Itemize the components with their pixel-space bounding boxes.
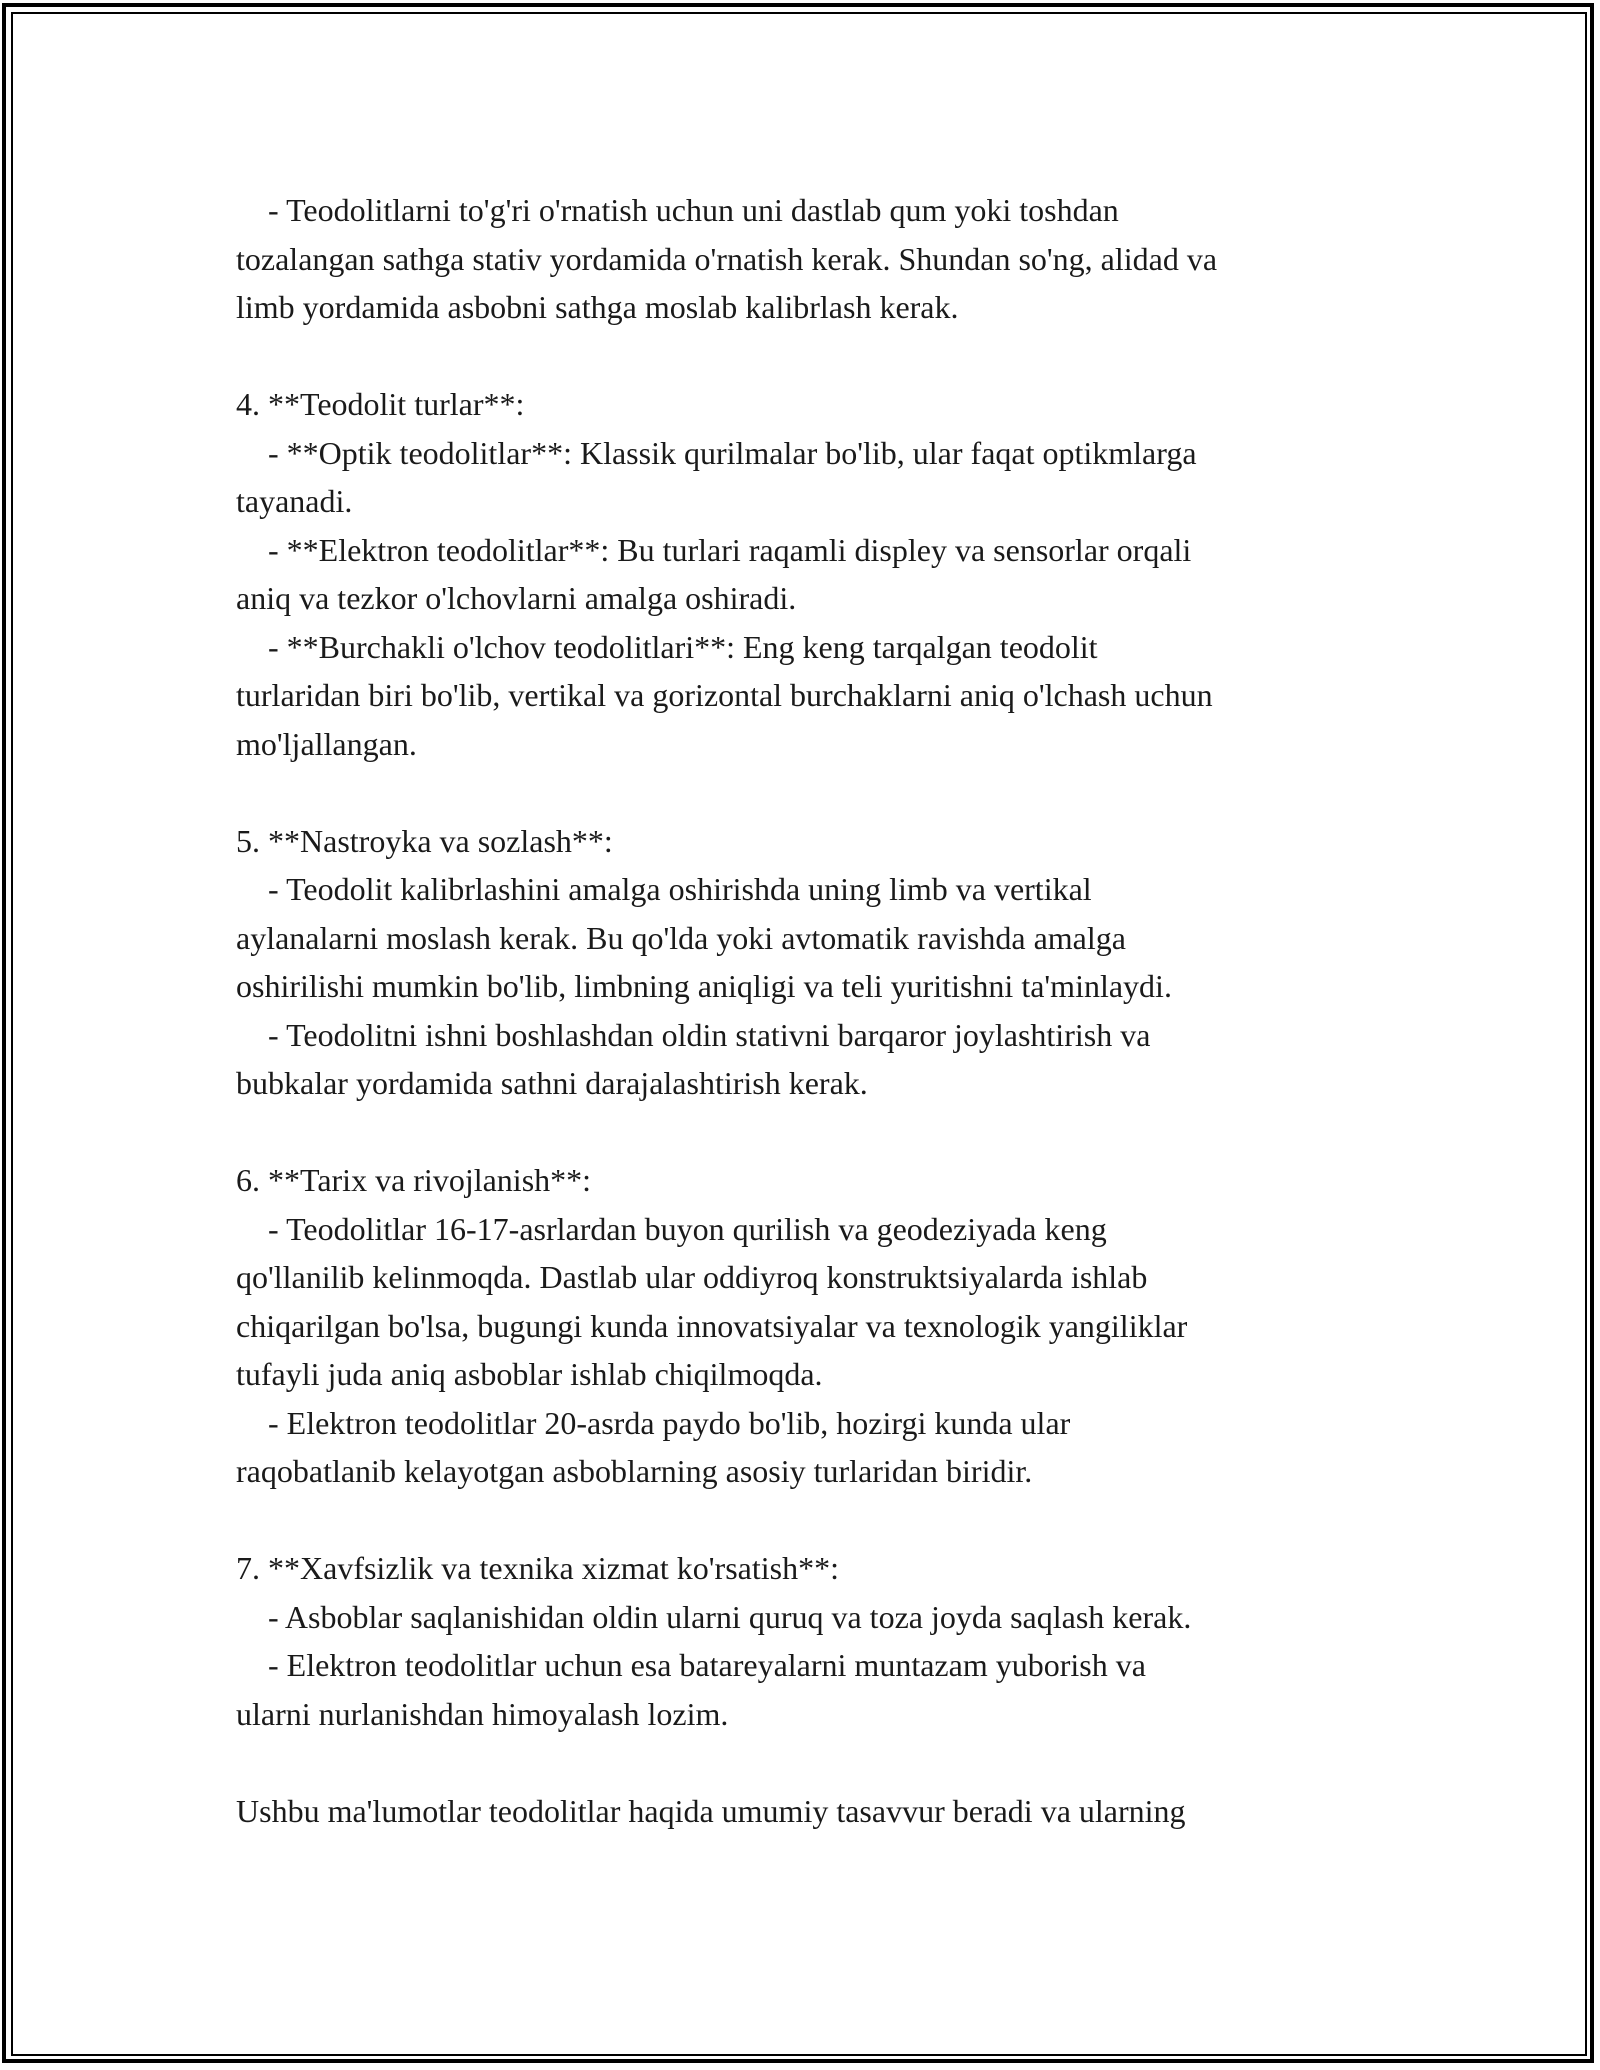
document-body [236,186,1376,1835]
text-line: - Asboblar saqlanishidan oldin ularni quruq va toza joyda saqlash kerak. [236,1598,1192,1635]
text-line: 7. **Xavfsizlik va texnika xizmat ko'rsatish**: [236,1550,839,1586]
text-line: oshirilishi mumkin bo'lib, limbning aniqligi va teli yuritishni ta'minlaydi. [236,968,1172,1004]
text-line: - Teodolitni ishni boshlashdan oldin stativni barqaror joylashtirish va [236,1016,1151,1053]
text-line: 6. **Tarix va rivojlanish**: [236,1162,592,1198]
text-line: tufayli juda aniq asboblar ishlab chiqilmoqda. [236,1356,823,1392]
blank-line [236,1108,1376,1157]
text-line: Ushbu ma'lumotlar teodolitlar haqida umumiy tasavvur beradi va ularning [236,1792,1186,1829]
blank-line [236,1738,1376,1787]
text-line: - Elektron teodolitlar 20-asrda paydo bo'lib, hozirgi kunda ular [236,1404,1071,1441]
text-line: - Teodolitlarni to'g'ri o'rnatish uchun uni dastlab qum yoki toshdan [236,192,1119,228]
blank-line [236,768,1376,817]
text-line: turlaridan biri bo'lib, vertikal va gorizontal burchaklarni aniq o'lchash uchun [236,677,1213,713]
text-line: - Teodolitlar 16-17-asrlardan buyon qurilish va geodeziyada keng [236,1210,1107,1247]
text-line: chiqarilgan bo'lsa, bugungi kunda innovatsiyalar va texnologik yangiliklar [236,1307,1188,1344]
text-line: aniq va tezkor o'lchovlarni amalga oshiradi. [236,580,797,616]
text-line: tozalangan sathga stativ yordamida o'rnatish kerak. Shundan so'ng, alidad va [236,240,1218,277]
text-line: aylanalarni moslash kerak. Bu qo'lda yoki avtomatik ravishda amalga [236,919,1126,956]
text-line: - Elektron teodolitlar uchun esa batareyalarni muntazam yuborish va [236,1647,1146,1683]
text-line: raqobatlanib kelayotgan asboblarning asosiy turlaridan biridir. [236,1453,1033,1489]
text-line: qo'llanilib kelinmoqda. Dastlab ular oddiyroq konstruktsiyalarda ishlab [236,1259,1148,1295]
text-line: mo'ljallangan. [236,725,417,762]
text-line: limb yordamida asbobni sathga moslab kalibrlash kerak. [236,289,959,325]
blank-line [236,332,1376,381]
text-line: - Teodolit kalibrlashini amalga oshirishda uning limb va vertikal [236,871,1092,907]
text-line: ularni nurlanishdan himoyalash lozim. [236,1695,729,1732]
text-line: tayanadi. [236,483,353,519]
blank-line [236,1496,1376,1545]
text-line: 4. **Teodolit turlar**: [236,386,525,422]
text-line: - **Optik teodolitlar**: Klassik qurilmalar bo'lib, ular faqat optikmlarga [236,434,1197,471]
text-line: 5. **Nastroyka va sozlash**: [236,822,613,859]
text-line: - **Burchakli o'lchov teodolitlari**: Eng keng tarqalgan teodolit [236,628,1098,665]
text-line: - **Elektron teodolitlar**: Bu turlari raqamli displey va sensorlar orqali [236,531,1192,568]
text-line: bubkalar yordamida sathni darajalashtirish kerak. [236,1065,868,1101]
